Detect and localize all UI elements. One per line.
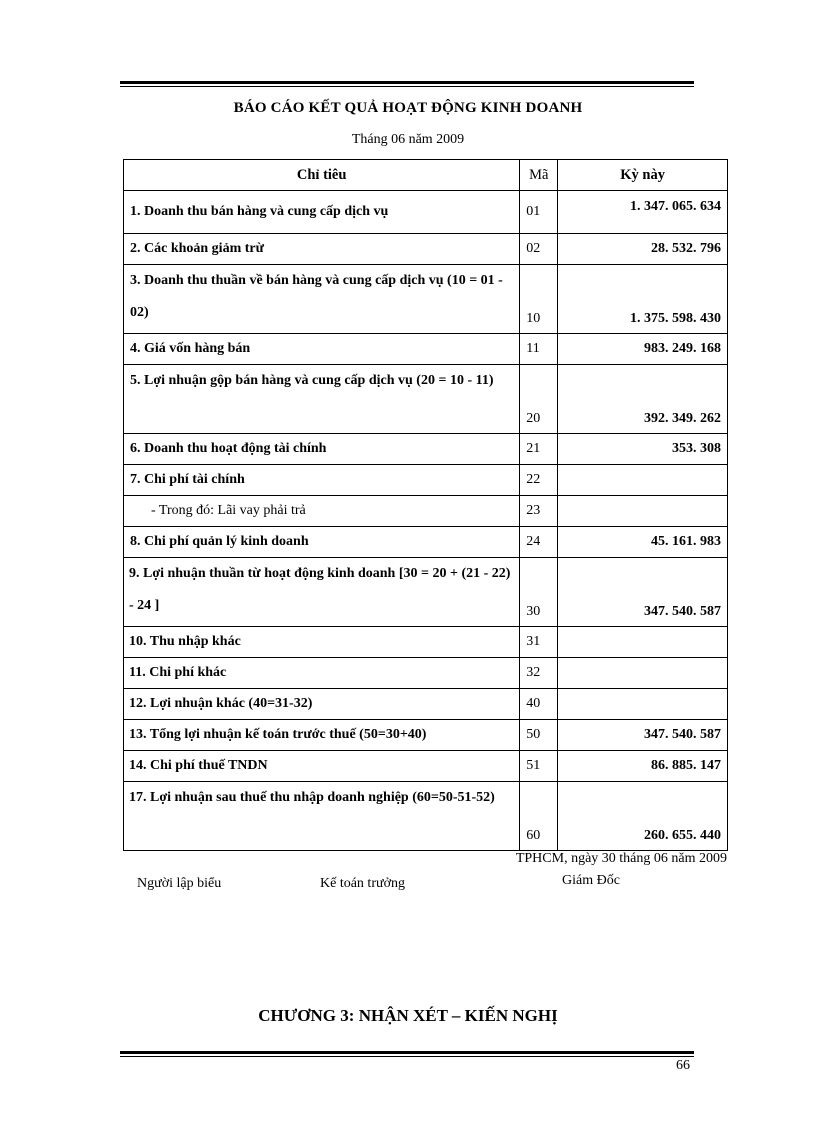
- row-code: 01: [520, 191, 558, 234]
- table-row: [124, 658, 728, 689]
- row-code: 24: [520, 527, 558, 558]
- table-row: [124, 782, 728, 851]
- row-code: 32: [520, 658, 558, 689]
- report-title: BÁO CÁO KẾT QUẢ HOẠT ĐỘNG KINH DOANH: [233, 100, 583, 116]
- table-row: [124, 434, 728, 465]
- top-rule: [120, 81, 694, 87]
- row-label: 6. Doanh thu hoạt động tài chính: [124, 434, 520, 465]
- row-amount: 1. 375. 598. 430: [558, 265, 728, 334]
- row-code: 20: [520, 365, 558, 434]
- chapter-heading: CHƯƠNG 3: NHẬN XÉT – KIẾN NGHỊ: [258, 1006, 558, 1025]
- page-number: 66: [676, 1058, 690, 1073]
- row-label: 1. Doanh thu bán hàng và cung cấp dịch vụ: [124, 191, 520, 234]
- row-amount: [558, 689, 728, 720]
- row-amount: 28. 532. 796: [558, 234, 728, 265]
- table-row: [124, 627, 728, 658]
- row-amount: [558, 465, 728, 496]
- row-label: 17. Lợi nhuận sau thuế thu nhập doanh nghiệp (60=50-51-52): [124, 782, 520, 851]
- signature-chief-accountant: Kế toán trưởng: [320, 876, 405, 891]
- row-label: 4. Giá vốn hàng bán: [124, 334, 520, 365]
- income-statement-table: [123, 159, 728, 851]
- row-amount: 392. 349. 262: [558, 365, 728, 434]
- report-period: Tháng 06 năm 2009: [351, 132, 465, 147]
- row-label: 13. Tổng lợi nhuận kế toán trước thuế (50=30+40): [124, 720, 520, 751]
- row-label: 10. Thu nhập khác: [124, 627, 520, 658]
- row-label: 8. Chi phí quản lý kinh doanh: [124, 527, 520, 558]
- table-header-row: [124, 160, 728, 191]
- row-code: 10: [520, 265, 558, 334]
- row-amount: [558, 658, 728, 689]
- row-code: 31: [520, 627, 558, 658]
- row-amount: 1. 347. 065. 634: [558, 191, 728, 234]
- row-amount: 353. 308: [558, 434, 728, 465]
- row-amount: [558, 627, 728, 658]
- table-row: [124, 527, 728, 558]
- table-row: [124, 751, 728, 782]
- row-code: 21: [520, 434, 558, 465]
- table-row: [124, 334, 728, 365]
- row-amount: 983. 249. 168: [558, 334, 728, 365]
- row-label: 11. Chi phí khác: [124, 658, 520, 689]
- row-label: 5. Lợi nhuận gộp bán hàng và cung cấp dịch vụ (20 = 10 - 11): [124, 365, 520, 434]
- row-code: 02: [520, 234, 558, 265]
- row-amount: 260. 655. 440: [558, 782, 728, 851]
- row-label: 2. Các khoản giảm trừ: [124, 234, 520, 265]
- table-row: [124, 558, 728, 627]
- row-label: 12. Lợi nhuận khác (40=31-32): [124, 689, 520, 720]
- table-row: [124, 465, 728, 496]
- row-label: 3. Doanh thu thuần về bán hàng và cung cấp dịch vụ (10 = 01 - 02): [124, 265, 520, 334]
- signature-preparer: Người lập biểu: [137, 876, 222, 891]
- table-row: [124, 265, 728, 334]
- row-code: 60: [520, 782, 558, 851]
- table-row: [124, 234, 728, 265]
- header-code: Mã: [520, 160, 558, 191]
- table-row: [124, 496, 728, 527]
- row-label: - Trong đó: Lãi vay phải trả: [124, 496, 520, 527]
- header-indicator: Chỉ tiêu: [124, 160, 520, 191]
- row-code: 11: [520, 334, 558, 365]
- row-amount: 347. 540. 587: [558, 720, 728, 751]
- header-current-period: Kỳ này: [558, 160, 728, 191]
- place-and-date: TPHCM, ngày 30 tháng 06 năm 2009: [515, 851, 727, 866]
- row-code: 30: [520, 558, 558, 627]
- row-label: 7. Chi phí tài chính: [124, 465, 520, 496]
- table-row: [124, 191, 728, 234]
- row-code: 50: [520, 720, 558, 751]
- table-row: [124, 720, 728, 751]
- row-label: 14. Chi phí thuế TNDN: [124, 751, 520, 782]
- signature-director: Giám Đốc: [562, 873, 620, 888]
- table-row: [124, 689, 728, 720]
- row-code: 40: [520, 689, 558, 720]
- row-amount: 86. 885. 147: [558, 751, 728, 782]
- bottom-rule: [120, 1051, 694, 1057]
- row-code: 23: [520, 496, 558, 527]
- row-code: 22: [520, 465, 558, 496]
- row-amount: 347. 540. 587: [558, 558, 728, 627]
- row-label: 9. Lợi nhuận thuần từ hoạt động kinh doanh [30 = 20 + (21 - 22) - 24 ]: [124, 558, 520, 627]
- row-amount: [558, 496, 728, 527]
- row-code: 51: [520, 751, 558, 782]
- table-row: [124, 365, 728, 434]
- row-amount: 45. 161. 983: [558, 527, 728, 558]
